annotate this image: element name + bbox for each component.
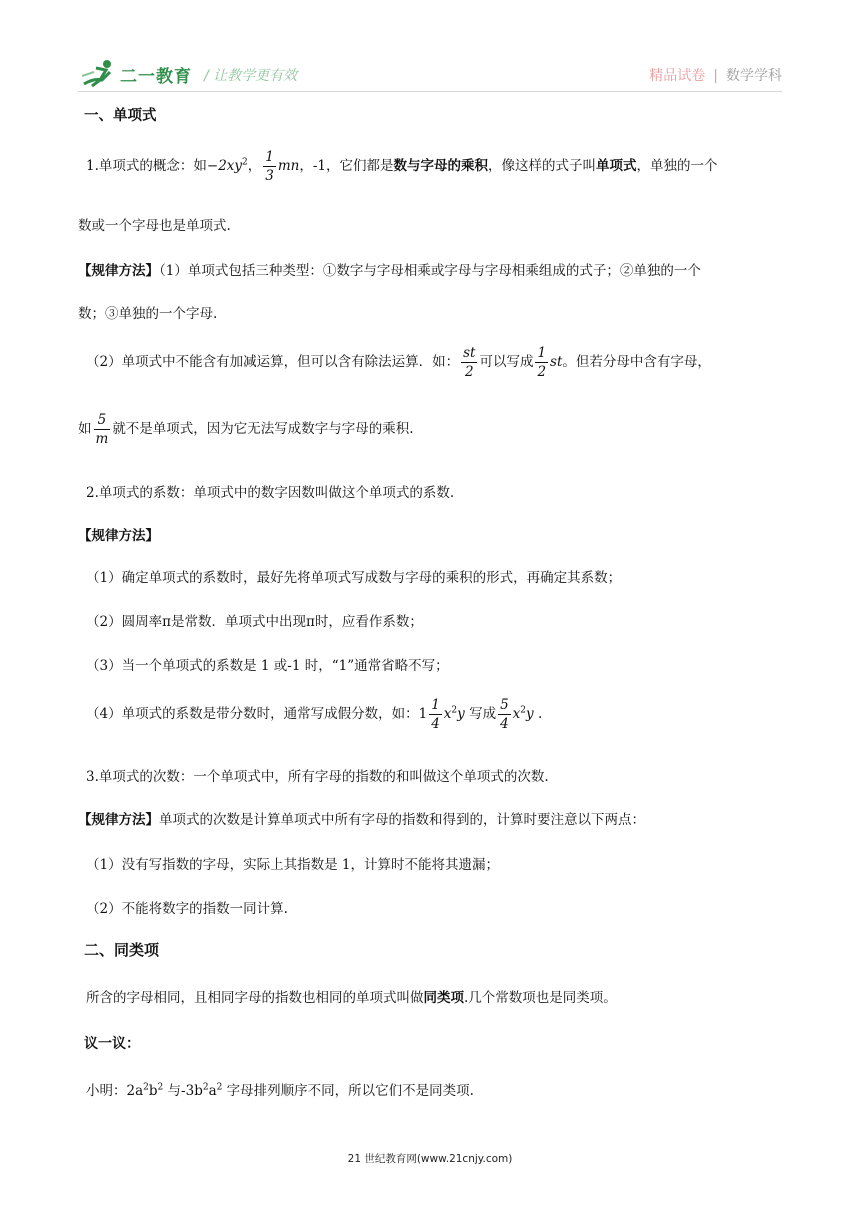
slogan: / 让教学更有效 (204, 68, 298, 84)
paragraph-2: 2.单项式的系数：单项式中的数字因数叫做这个单项式的系数. (86, 485, 455, 501)
rule-method-2: （2）单项式中不能含有加减运算，但可以含有除法运算．如： $\frac{st}{2}$ 可以写成 $\frac{1}{2}$ st。但若分母中含有字母， (86, 345, 711, 380)
xiaoming-statement: 小明：$2a^2b^2$ 与$-3b^2a^2$ 字母排列顺序不同，所以它们不是同类项. (86, 1082, 474, 1099)
degree-rule-2: （2）不能将数字的指数一同计算. (86, 901, 288, 917)
rule-method-2-line2: 如 $\frac{5}{m}$ 就不是单项式，因为它无法写成数字与字母的乘积. (78, 412, 414, 447)
header-subject: 精品试卷 | 数学学科 (649, 68, 782, 84)
rule-method-1: 【规律方法】（1）单项式包括三种类型：①数字与字母相乘或字母与字母相乘组成的式子；②单独的一个 (78, 263, 701, 279)
rule-method-1-line2: 数；③单独的一个字母. (78, 306, 218, 322)
fraction: $\frac{1}{3}$ (265, 149, 274, 184)
header-label-quality: 精品试卷 (649, 68, 706, 84)
header-label-subject: 数学学科 (726, 68, 782, 84)
logo (80, 58, 220, 90)
coef-rule-2: （2）圆周率π是常数．单项式中出现π时，应看作系数； (86, 614, 423, 630)
paragraph-1-line2: 数或一个字母也是单项式. (78, 218, 231, 234)
coef-rule-4: （4）单项式的系数是带分数时，通常写成假分数，如：1 $\frac{1}{4}$ $x^2y$ 写成 $\frac{5}{4}$ $x^2y$ . (86, 697, 543, 732)
section-title-like-terms: 二、同类项 (84, 941, 160, 959)
paragraph-1: 1.单项式的概念：如$-2xy^2$， $\frac{1}{3}$ mn，-1，它们都是数与字母的乘积，像这样的式子叫单项式，单独的一个 (86, 149, 718, 184)
rule-method-heading: 【规律方法】 (78, 528, 159, 544)
coef-rule-1: （1）确定单项式的系数时，最好先将单项式写成数与字母的乘积的形式，再确定其系数； (86, 570, 622, 586)
degree-rule-1: （1）没有写指数的字母，实际上其指数是 1，计算时不能将其遗漏； (86, 857, 499, 873)
discuss-heading: 议一议： (84, 1036, 140, 1052)
page-footer: 21 世纪教育网(www.21cnjy.com) (347, 1153, 513, 1165)
like-terms-definition: 所含的字母相同，且相同字母的指数也相同的单项式叫做同类项.几个常数项也是同类项。 (86, 990, 617, 1006)
logo-text: 二一教育 (120, 67, 192, 87)
section-title-monomial: 一、单项式 (84, 108, 157, 124)
page-header (78, 58, 782, 90)
rule-method-4: 【规律方法】单项式的次数是计算单项式中所有字母的指数和得到的，计算时要注意以下两点： (78, 812, 645, 828)
header-divider (78, 91, 782, 92)
runner-logo-icon (80, 58, 120, 90)
coef-rule-3: （3）当一个单项式的系数是 1 或-1 时，“1”通常省略不写； (86, 658, 449, 674)
paragraph-3: 3.单项式的次数：一个单项式中，所有字母的指数的和叫做这个单项式的次数. (86, 769, 549, 785)
